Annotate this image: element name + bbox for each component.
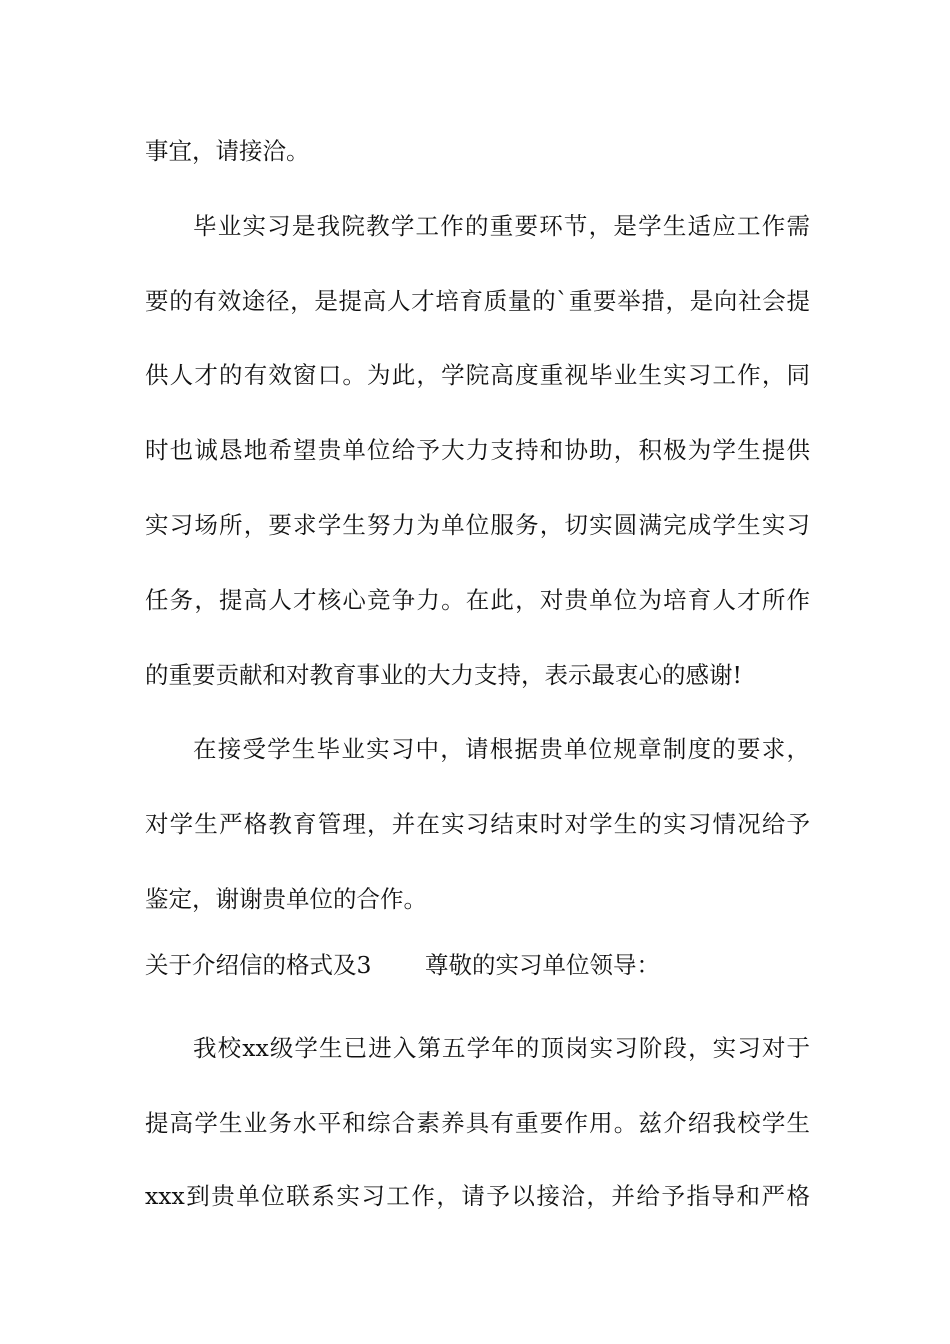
paragraph-line: 我校xx级学生已进入第五学年的顶岗实习阶段，实习对于 — [193, 1034, 810, 1062]
paragraph-line: 提高学生业务水平和综合素养具有重要作用。兹介绍我校学生 — [145, 1109, 810, 1137]
paragraph-line: 时也诚恳地希望贵单位给予大力支持和协助，积极为学生提供 — [145, 436, 810, 464]
paragraph-line: 实习场所，要求学生努力为单位服务，切实圆满完成学生实习 — [145, 511, 810, 539]
paragraph-line: 任务，提高人才核心竞争力。在此，对贵单位为培育人才所作 — [145, 586, 810, 614]
heading-line: 关于介绍信的格式及3 — [145, 951, 372, 979]
paragraph-line: 事宜，请接洽。 — [145, 137, 310, 165]
paragraph-line: 在接受学生毕业实习中，请根据贵单位规章制度的要求， — [193, 735, 810, 763]
salutation-line: 尊敬的实习单位领导： — [425, 951, 660, 979]
paragraph-line: 的重要贡献和对教育事业的大力支持，表示最衷心的感谢! — [145, 661, 742, 689]
paragraph-line: 鉴定，谢谢贵单位的合作。 — [145, 885, 427, 913]
paragraph-line: 供人才的有效窗口。为此，学院高度重视毕业生实习工作，同 — [145, 361, 810, 389]
paragraph-line: 要的有效途径，是提高人才培育质量的`重要举措，是向社会提 — [145, 287, 810, 315]
paragraph-line: xxx到贵单位联系实习工作，请予以接洽，并给予指导和严格 — [145, 1182, 810, 1210]
paragraph-line: 毕业实习是我院教学工作的重要环节，是学生适应工作需 — [193, 212, 810, 240]
paragraph-line: 对学生严格教育管理，并在实习结束时对学生的实习情况给予 — [145, 810, 810, 838]
